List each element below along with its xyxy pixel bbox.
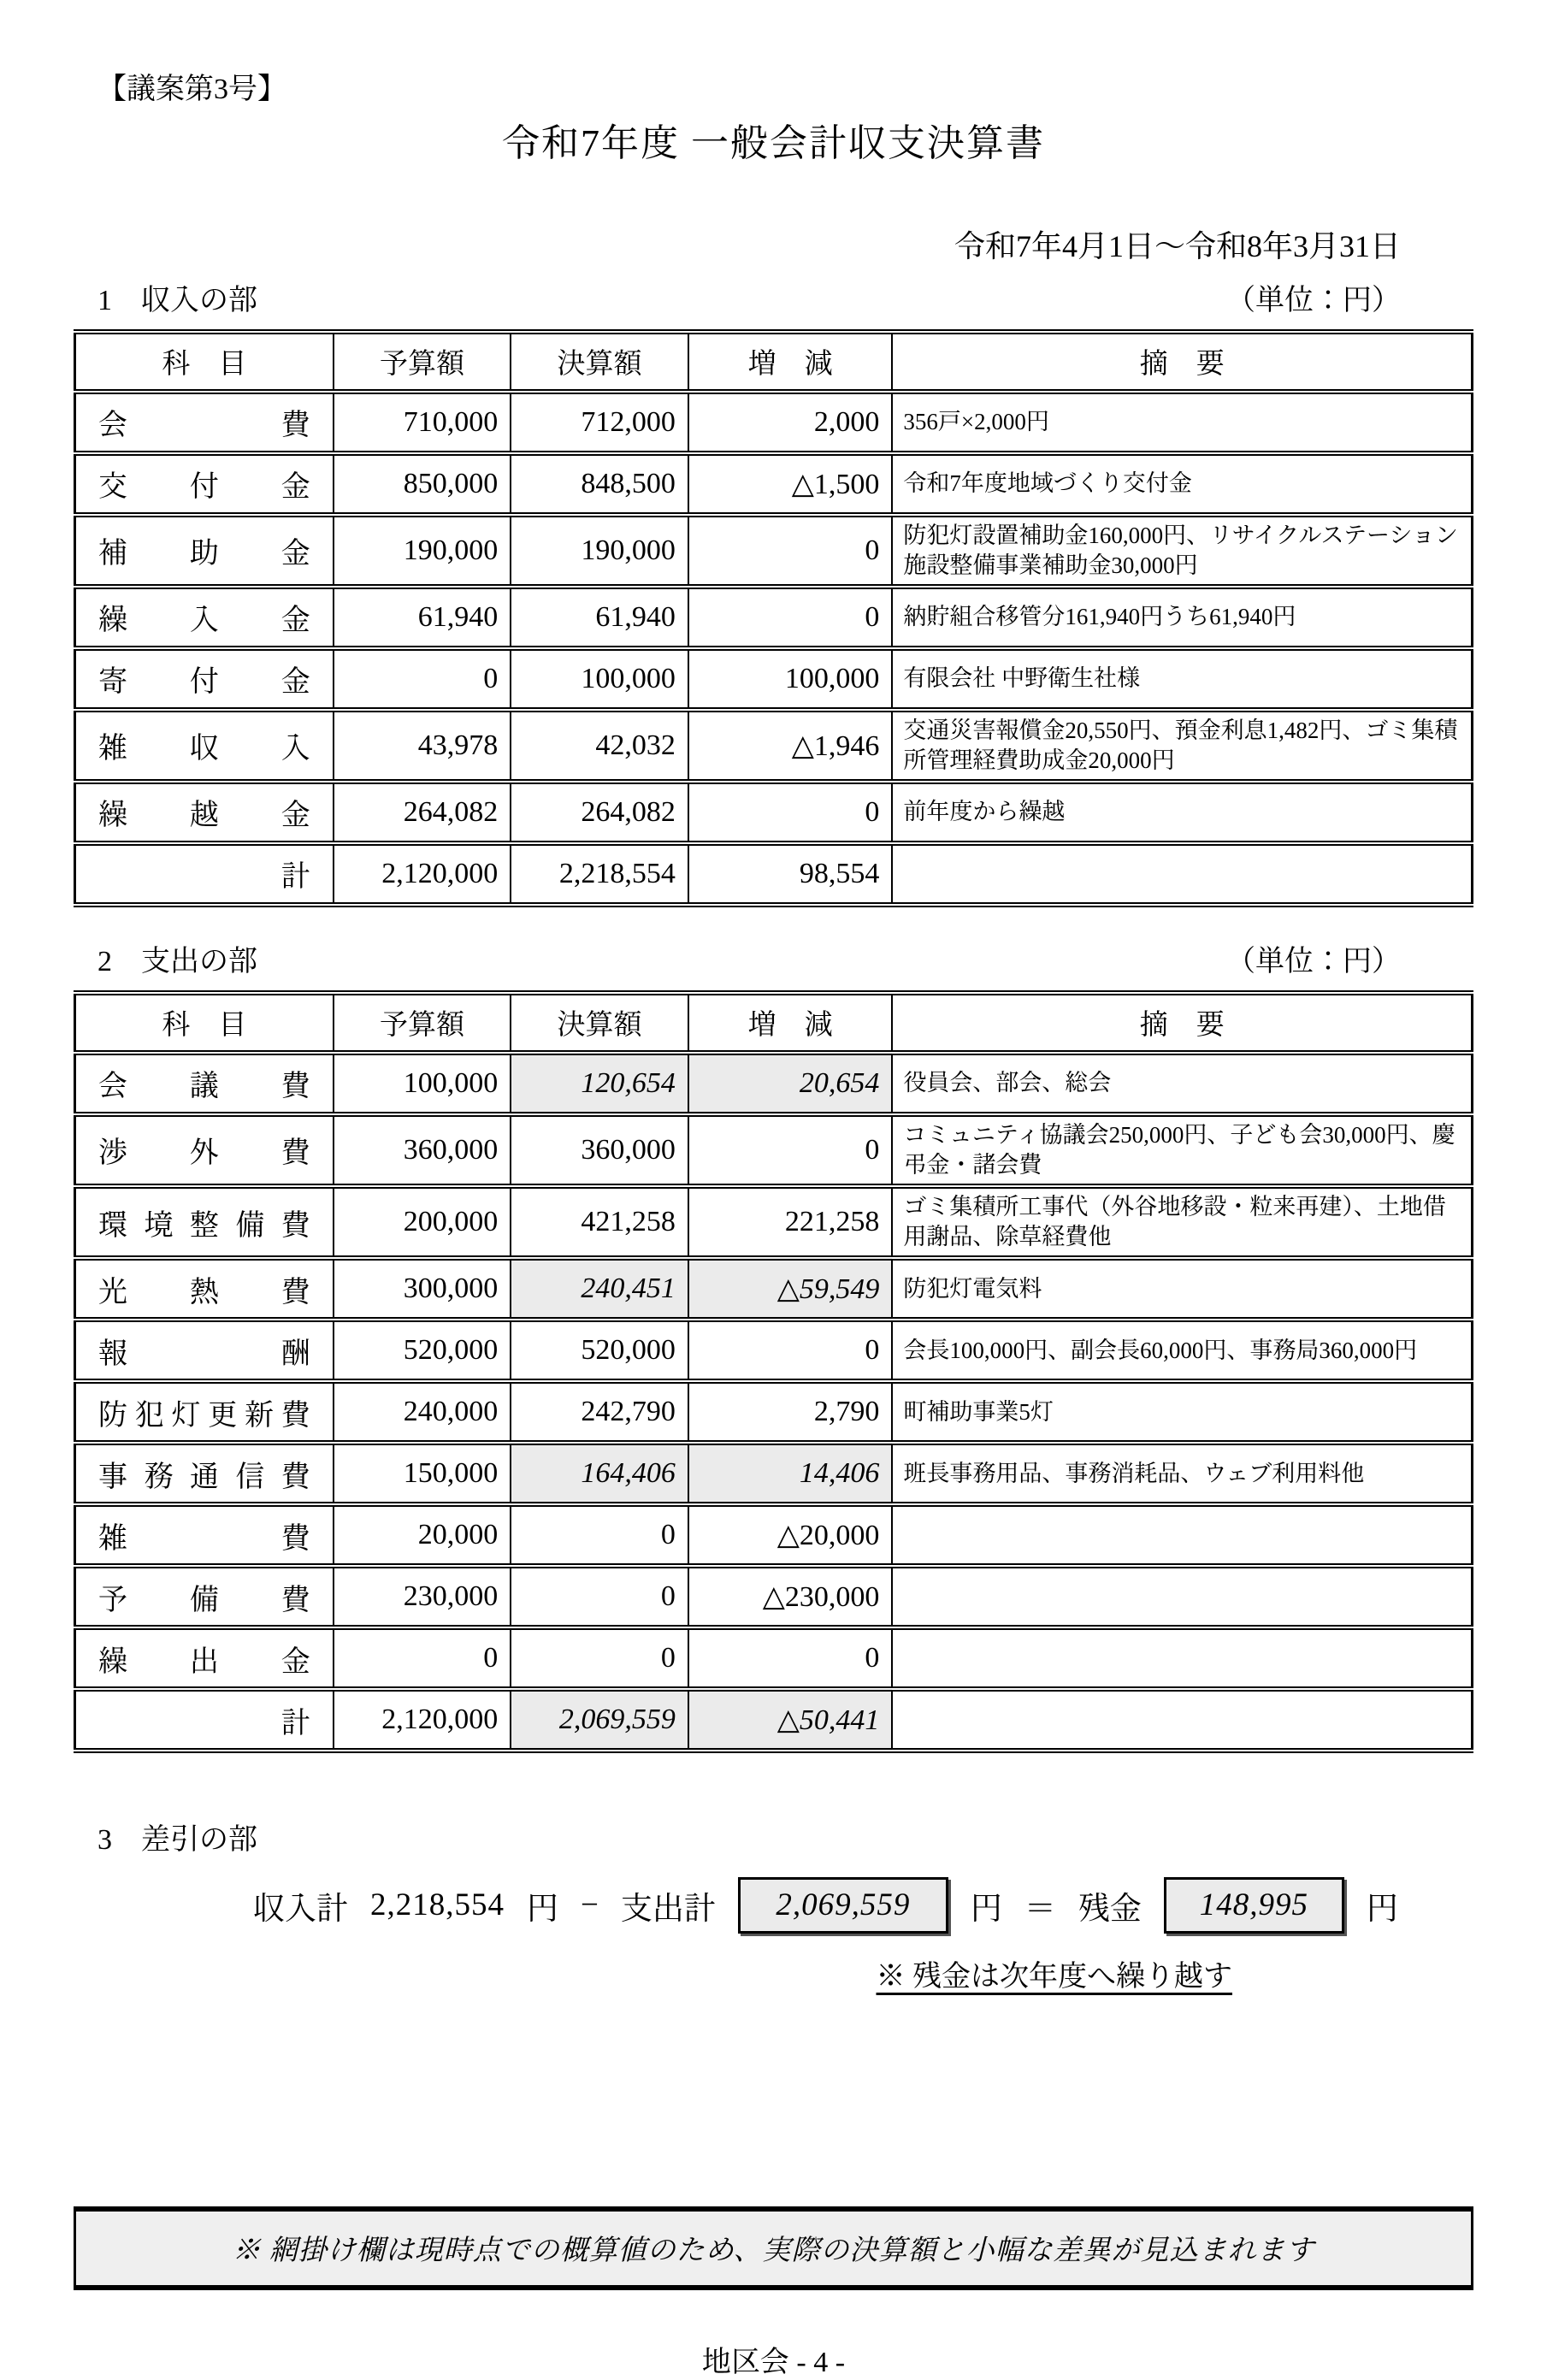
remain-total-value: 148,995: [1199, 1887, 1308, 1923]
budget-cell: 0: [334, 1627, 511, 1689]
total-row: [75, 1689, 1473, 1751]
header-actual: 決算額: [511, 993, 688, 1053]
diff-cell: △59,549: [688, 1258, 893, 1320]
budget-cell: 20,000: [334, 1504, 511, 1566]
fiscal-period: 令和7年4月1日～令和8年3月31日: [954, 228, 1401, 263]
budget-cell: 100,000: [334, 1053, 511, 1114]
actual-cell: 120,654: [511, 1053, 688, 1114]
agenda-number-label: 【議案第3号】: [97, 74, 286, 105]
remarks-cell: コミュニティ協議会250,000円、子ども会30,000円、慶弔金・諸会費: [892, 1114, 1472, 1186]
page-title: 令和7年度 一般会計収支決算書: [502, 121, 1045, 164]
diff-cell: 2,790: [688, 1381, 893, 1443]
total-diff-cell: △50,441: [688, 1689, 893, 1751]
table-row: [75, 1443, 1473, 1504]
header-item: 科 目: [75, 332, 334, 392]
carryover-note: ※ 残金は次年度へ繰り越す: [876, 1960, 1232, 1993]
budget-cell: 200,000: [334, 1186, 511, 1258]
total-remarks-cell: [892, 843, 1472, 905]
page-footer: 地区会 - 4 -: [701, 2346, 846, 2378]
estimate-disclaimer-box: [74, 2206, 1473, 2290]
header-item: 科 目: [75, 993, 334, 1053]
yen-label: 円: [1366, 1891, 1398, 1927]
yen-label: 円: [527, 1891, 558, 1927]
diff-cell: 221,258: [688, 1186, 893, 1258]
item-cell: 報酬: [75, 1320, 334, 1381]
budget-cell: 300,000: [334, 1258, 511, 1320]
equals-sign: ＝: [1024, 1891, 1056, 1927]
diff-cell: 0: [688, 515, 893, 587]
budget-cell: 520,000: [334, 1320, 511, 1381]
diff-cell: 2,000: [688, 392, 893, 453]
remarks-cell: 防犯灯設置補助金160,000円、リサイクルステーション施設整備事業補助金30,000円: [892, 515, 1472, 587]
remarks-cell: 令和7年度地域づくり交付金: [892, 453, 1472, 515]
document-page: [0, 73, 1547, 2378]
item-cell: 繰入金: [75, 587, 334, 648]
table-row: [75, 1320, 1473, 1381]
item-cell: 交付金: [75, 453, 334, 515]
estimate-disclaimer-text: ※ 網掛け欄は現時点での概算値のため、実際の決算額と小幅な差異が見込まれます: [232, 2235, 1315, 2267]
item-cell: 環境整備費: [75, 1186, 334, 1258]
diff-cell: 0: [688, 1627, 893, 1689]
diff-cell: 0: [688, 587, 893, 648]
table-row: [75, 1053, 1473, 1114]
table-row: [75, 587, 1473, 648]
remarks-cell: 防犯灯電気料: [892, 1258, 1472, 1320]
total-item-cell: 計: [75, 843, 334, 905]
actual-cell: 42,032: [511, 710, 688, 782]
total-item-cell: 計: [75, 1689, 334, 1751]
actual-cell: 264,082: [511, 782, 688, 843]
total-actual-cell: 2,218,554: [511, 843, 688, 905]
remarks-cell: ゴミ集積所工事代（外谷地移設・粒来再建）、土地借用謝品、除草経費他: [892, 1186, 1472, 1258]
balance-section-header: [74, 1823, 1473, 1858]
diff-cell: △20,000: [688, 1504, 893, 1566]
actual-cell: 712,000: [511, 392, 688, 453]
item-cell: 寄付金: [75, 648, 334, 710]
budget-cell: 61,940: [334, 587, 511, 648]
expense-table: [74, 990, 1473, 1753]
actual-cell: 421,258: [511, 1186, 688, 1258]
actual-cell: 0: [511, 1566, 688, 1627]
table-row: [75, 392, 1473, 453]
remarks-cell: 会長100,000円、副会長60,000円、事務局360,000円: [892, 1320, 1472, 1381]
remarks-cell: 納貯組合移管分161,940円うち61,940円: [892, 587, 1472, 648]
remarks-cell: [892, 1627, 1472, 1689]
remarks-cell: 役員会、部会、総会: [892, 1053, 1472, 1114]
total-budget-cell: 2,120,000: [334, 1689, 511, 1751]
actual-cell: 0: [511, 1627, 688, 1689]
total-budget-cell: 2,120,000: [334, 843, 511, 905]
item-cell: 事務通信費: [75, 1443, 334, 1504]
total-remarks-cell: [892, 1689, 1472, 1751]
income-section-title: 1 収入の部: [97, 284, 257, 316]
diff-cell: 20,654: [688, 1053, 893, 1114]
actual-cell: 190,000: [511, 515, 688, 587]
remarks-cell: 前年度から繰越: [892, 782, 1472, 843]
balance-formula: [253, 1877, 1473, 1934]
table-row: [75, 1381, 1473, 1443]
total-actual-cell: 2,069,559: [511, 1689, 688, 1751]
item-cell: 繰出金: [75, 1627, 334, 1689]
header-budget: 予算額: [334, 993, 511, 1053]
diff-cell: 0: [688, 1114, 893, 1186]
header-remarks: 摘 要: [892, 993, 1472, 1053]
actual-cell: 240,451: [511, 1258, 688, 1320]
budget-cell: 190,000: [334, 515, 511, 587]
income-total-value: 2,218,554: [370, 1887, 505, 1923]
income-section-header: [74, 284, 1473, 319]
income-table: [74, 329, 1473, 907]
diff-cell: △1,500: [688, 453, 893, 515]
yen-label: 円: [970, 1891, 1002, 1927]
diff-cell: 100,000: [688, 648, 893, 710]
income-header-row: [75, 332, 1473, 392]
budget-cell: 43,978: [334, 710, 511, 782]
table-row: [75, 1114, 1473, 1186]
diff-cell: △230,000: [688, 1566, 893, 1627]
item-cell: 会費: [75, 392, 334, 453]
expense-section-title: 2 支出の部: [97, 945, 257, 977]
header-actual: 決算額: [511, 332, 688, 392]
actual-cell: 360,000: [511, 1114, 688, 1186]
expense-total-label: 支出計: [620, 1891, 716, 1927]
remarks-cell: 町補助事業5灯: [892, 1381, 1472, 1443]
table-row: [75, 710, 1473, 782]
table-row: [75, 1186, 1473, 1258]
expense-section-header: [74, 945, 1473, 980]
actual-cell: 100,000: [511, 648, 688, 710]
budget-cell: 710,000: [334, 392, 511, 453]
diff-cell: 14,406: [688, 1443, 893, 1504]
budget-cell: 264,082: [334, 782, 511, 843]
budget-cell: 230,000: [334, 1566, 511, 1627]
actual-cell: 242,790: [511, 1381, 688, 1443]
table-row: [75, 515, 1473, 587]
table-row: [75, 648, 1473, 710]
table-row: [75, 453, 1473, 515]
remain-label: 残金: [1078, 1891, 1142, 1927]
income-total-label: 収入計: [253, 1891, 348, 1927]
actual-cell: 520,000: [511, 1320, 688, 1381]
table-row: [75, 1566, 1473, 1627]
item-cell: 会議費: [75, 1053, 334, 1114]
remarks-cell: 有限会社 中野衛生社様: [892, 648, 1472, 710]
header-diff: 増 減: [688, 332, 893, 392]
item-cell: 雑収入: [75, 710, 334, 782]
remarks-cell: [892, 1504, 1472, 1566]
budget-cell: 850,000: [334, 453, 511, 515]
item-cell: 雑費: [75, 1504, 334, 1566]
actual-cell: 164,406: [511, 1443, 688, 1504]
expense-total-value: 2,069,559: [776, 1887, 911, 1923]
item-cell: 補助金: [75, 515, 334, 587]
expense-total-box: [738, 1877, 948, 1934]
expense-unit-label: （単位：円）: [1226, 945, 1401, 977]
actual-cell: 848,500: [511, 453, 688, 515]
expense-header-row: [75, 993, 1473, 1053]
table-row: [75, 782, 1473, 843]
budget-cell: 240,000: [334, 1381, 511, 1443]
diff-cell: △1,946: [688, 710, 893, 782]
budget-cell: 0: [334, 648, 511, 710]
remarks-cell: [892, 1566, 1472, 1627]
actual-cell: 61,940: [511, 587, 688, 648]
budget-cell: 150,000: [334, 1443, 511, 1504]
income-unit-label: （単位：円）: [1226, 284, 1401, 316]
budget-cell: 360,000: [334, 1114, 511, 1186]
actual-cell: 0: [511, 1504, 688, 1566]
item-cell: 光熱費: [75, 1258, 334, 1320]
table-row: [75, 1258, 1473, 1320]
header-remarks: 摘 要: [892, 332, 1472, 392]
remarks-cell: 班長事務用品、事務消耗品、ウェブ利用料他: [892, 1443, 1472, 1504]
item-cell: 予備費: [75, 1566, 334, 1627]
balance-section-title: 3 差引の部: [97, 1824, 257, 1857]
remarks-cell: 交通災害報償金20,550円、預金利息1,482円、ゴミ集積所管理経費助成金20,000円: [892, 710, 1472, 782]
header-budget: 予算額: [334, 332, 511, 392]
item-cell: 渉外費: [75, 1114, 334, 1186]
remarks-cell: 356戸×2,000円: [892, 392, 1472, 453]
total-diff-cell: 98,554: [688, 843, 893, 905]
table-row: [75, 1504, 1473, 1566]
minus-sign: −: [581, 1887, 599, 1923]
total-row: [75, 843, 1473, 905]
item-cell: 防犯灯更新費: [75, 1381, 334, 1443]
remain-total-box: [1164, 1877, 1344, 1934]
item-cell: 繰越金: [75, 782, 334, 843]
table-row: [75, 1627, 1473, 1689]
header-diff: 増 減: [688, 993, 893, 1053]
diff-cell: 0: [688, 1320, 893, 1381]
diff-cell: 0: [688, 782, 893, 843]
